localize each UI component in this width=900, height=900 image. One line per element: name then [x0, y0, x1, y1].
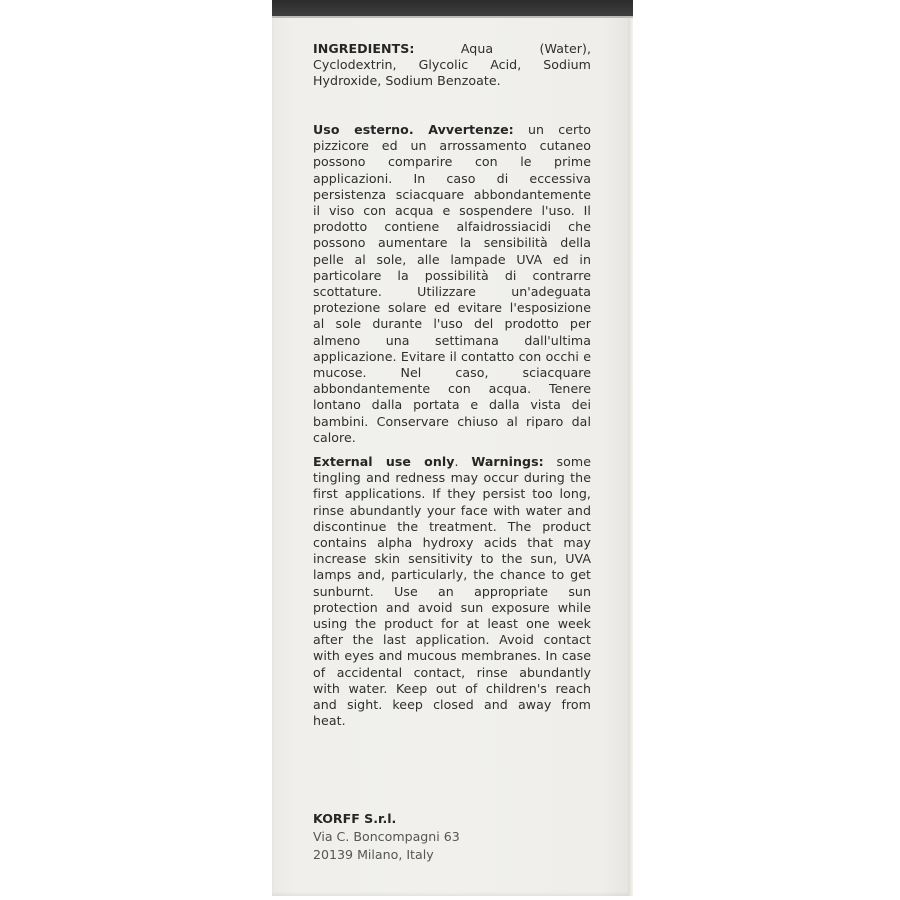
ingredients-heading: INGREDIENTS: — [313, 41, 415, 56]
english-warning-paragraph — [313, 454, 591, 729]
english-warning-separator: . — [454, 454, 472, 469]
box-panel-edge — [628, 18, 633, 896]
english-warning-heading-2: Warnings: — [471, 454, 544, 469]
english-warning-text: some tingling and redness may occur during the first applications. If they persist too long, rinse abundantly your face with water and discontinue the treatment. The product contains alpha hydroxy acids that may increase skin sensitivity to the sun, UVA lamps and, particularly, the chance to get sunburnt. Use an appropriate sun protection and avoid sun exposure while using the product for at least one week after the last application. Avoid contact with eyes and mucous membranes. In case of accidental contact, rinse abundantly with water. Keep out of children's reach and sight. keep closed and away from heat. — [313, 454, 592, 729]
english-warning-heading-1: External use only — [313, 454, 455, 469]
ingredients-paragraph — [313, 41, 591, 90]
italian-warning-heading: Uso esterno. Avvertenze: — [313, 122, 514, 137]
company-name: KORFF S.r.l. — [313, 811, 397, 826]
box-top-edge — [272, 0, 633, 16]
ingredients-text: Aqua (Water), Cyclodextrin, Glycolic Acid, Sodium Hydroxide, Sodium Benzoate. — [313, 41, 591, 89]
company-address-block — [313, 810, 460, 864]
company-address-line2: 20139 Milano, Italy — [313, 847, 434, 862]
italian-warning-paragraph — [313, 122, 591, 446]
italian-warning-text: un certo pizzicore ed un arrossamento cutaneo possono comparire con le prime applicazioni. In caso di eccessiva persistenza sciacquare abbondantemente il viso con acqua e sospendere l'uso. Il prodotto contiene alfaidrossiacidi che possono aumentare la sensibilità della pelle al sole, alle lampade UVA ed in particolare la possibilità di contrarre scottature. Utilizzare un'adeguata protezione solare ed evitare l'esposizione al sole durante l'uso del prodotto per almeno una settimana dall'ultima applicazione. Evitare il contatto con occhi e mucose. Nel caso, sciacquare abbondantemente con acqua. Tenere lontano dalla portata e dalla vista dei bambini. Conservare chiuso al riparo dal calore. — [313, 122, 591, 445]
company-address-line1: Via C. Boncompagni 63 — [313, 829, 460, 844]
